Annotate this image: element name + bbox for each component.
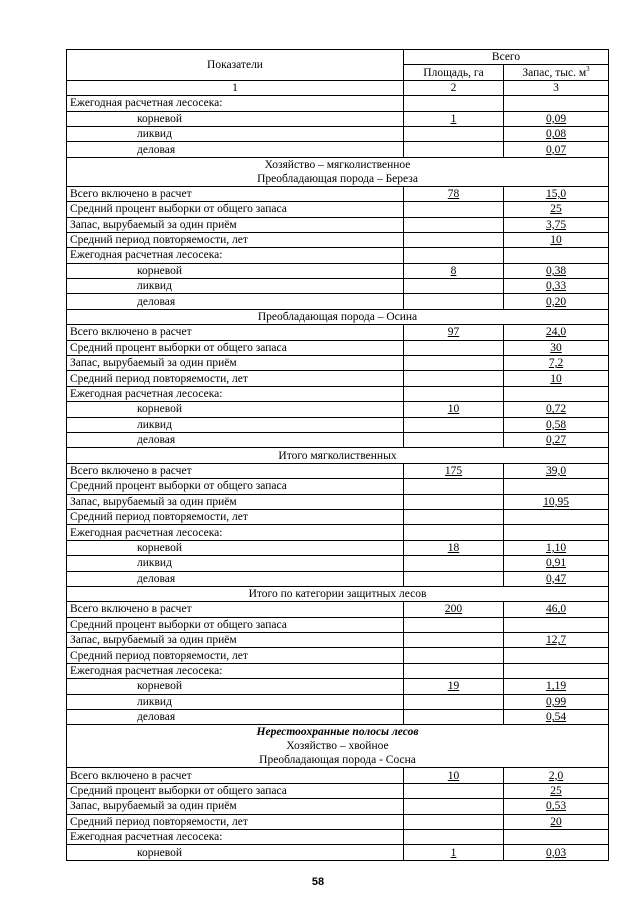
row-label: корневой	[67, 845, 404, 860]
row-label: Средний процент выборки от общего запаса	[67, 617, 404, 632]
stock-value: 46,0	[504, 602, 609, 617]
stock-value: 0,07	[504, 142, 609, 157]
row-label: деловая	[67, 142, 404, 157]
row-label: Ежегодная расчетная лесосека:	[67, 96, 404, 111]
stock-value	[504, 479, 609, 494]
section-heading-line: Итого мягколиственных	[278, 449, 397, 462]
table-row	[67, 783, 609, 798]
area-value	[404, 783, 504, 798]
area-value	[404, 417, 504, 432]
section-heading-line: Хозяйство – хвойное	[286, 740, 389, 753]
row-label: Средний процент выборки от общего запаса	[67, 340, 404, 355]
data-table	[66, 49, 609, 861]
table-row	[67, 710, 609, 725]
section-heading-row	[67, 157, 609, 186]
stock-value	[504, 617, 609, 632]
table-row	[67, 509, 609, 524]
stock-value: 25	[504, 783, 609, 798]
area-value	[404, 710, 504, 725]
table-row	[67, 111, 609, 126]
section-heading-line: Преобладающая порода – Осина	[257, 311, 418, 324]
row-label: Средний период повторяемости, лет	[67, 232, 404, 247]
header-area: Площадь, га	[404, 65, 504, 80]
stock-value: 0,38	[504, 263, 609, 278]
stock-value: 0,20	[504, 294, 609, 309]
table-row	[67, 325, 609, 340]
stock-value: 39,0	[504, 463, 609, 478]
area-value	[404, 829, 504, 844]
area-value	[404, 556, 504, 571]
stock-value: 0,72	[504, 402, 609, 417]
table-row	[67, 463, 609, 478]
stock-value: 0,53	[504, 799, 609, 814]
section-heading-row	[67, 725, 609, 768]
table-row	[67, 829, 609, 844]
area-value	[404, 799, 504, 814]
area-value	[404, 202, 504, 217]
table-row	[67, 202, 609, 217]
row-label: Средний период повторяемости, лет	[67, 648, 404, 663]
row-label: Запас, вырубаемый за один приём	[67, 356, 404, 371]
header-num-3: 3	[504, 80, 609, 95]
table-row	[67, 217, 609, 232]
table-row	[67, 294, 609, 309]
row-label: Средний период повторяемости, лет	[67, 509, 404, 524]
table-row	[67, 186, 609, 201]
table-row	[67, 768, 609, 783]
area-value	[404, 633, 504, 648]
table-row	[67, 648, 609, 663]
section-heading	[67, 448, 609, 463]
stock-value: 10,95	[504, 494, 609, 509]
area-value	[404, 814, 504, 829]
table-row	[67, 556, 609, 571]
row-label: Запас, вырубаемый за один приём	[67, 494, 404, 509]
table-row	[67, 232, 609, 247]
area-value	[404, 479, 504, 494]
row-label: Запас, вырубаемый за один приём	[67, 217, 404, 232]
table-row	[67, 633, 609, 648]
area-value	[404, 340, 504, 355]
stock-value	[504, 509, 609, 524]
section-heading-line: Нерестоохранные полосы лесов	[256, 726, 419, 739]
row-label: Ежегодная расчетная лесосека:	[67, 829, 404, 844]
stock-value: 12,7	[504, 633, 609, 648]
section-heading-line: Итого по категории защитных лесов	[248, 588, 427, 601]
header-stock-label: Запас, тыс. м	[522, 66, 587, 79]
area-value	[404, 248, 504, 263]
row-label: Средний процент выборки от общего запаса	[67, 479, 404, 494]
area-value: 78	[404, 186, 504, 201]
table-row	[67, 371, 609, 386]
row-label: Всего включено в расчет	[67, 186, 404, 201]
table-row	[67, 663, 609, 678]
header-total: Всего	[404, 50, 609, 65]
stock-value: 0,47	[504, 571, 609, 586]
table-row	[67, 402, 609, 417]
stock-value: 10	[504, 232, 609, 247]
table-row	[67, 386, 609, 401]
stock-value	[504, 663, 609, 678]
row-label: ликвид	[67, 694, 404, 709]
stock-value: 0,91	[504, 556, 609, 571]
area-value	[404, 494, 504, 509]
area-value: 1	[404, 845, 504, 860]
row-label: ликвид	[67, 556, 404, 571]
section-heading-row	[67, 309, 609, 324]
area-value	[404, 217, 504, 232]
row-label: Средний период повторяемости, лет	[67, 814, 404, 829]
row-label: Всего включено в расчет	[67, 768, 404, 783]
table-row	[67, 432, 609, 447]
area-value	[404, 525, 504, 540]
area-value	[404, 663, 504, 678]
page-number: 58	[311, 876, 325, 888]
header-stock-sup: 3	[586, 64, 590, 73]
area-value	[404, 694, 504, 709]
stock-value	[504, 96, 609, 111]
stock-value	[504, 386, 609, 401]
row-label: корневой	[67, 402, 404, 417]
stock-value: 0,58	[504, 417, 609, 432]
stock-value: 30	[504, 340, 609, 355]
row-label: деловая	[67, 710, 404, 725]
stock-value: 1,10	[504, 540, 609, 555]
row-label: Запас, вырубаемый за один приём	[67, 799, 404, 814]
table-row	[67, 340, 609, 355]
stock-value	[504, 648, 609, 663]
table-row	[67, 479, 609, 494]
row-label: ликвид	[67, 279, 404, 294]
table-row	[67, 799, 609, 814]
stock-value: 0,08	[504, 126, 609, 141]
row-label: Средний период повторяемости, лет	[67, 371, 404, 386]
stock-value: 0,03	[504, 845, 609, 860]
area-value	[404, 232, 504, 247]
area-value: 19	[404, 679, 504, 694]
table-row	[67, 96, 609, 111]
stock-value: 0,99	[504, 694, 609, 709]
header-indicators: Показатели	[67, 50, 404, 81]
table-row	[67, 356, 609, 371]
header-num-2: 2	[404, 80, 504, 95]
row-label: Всего включено в расчет	[67, 463, 404, 478]
stock-value: 0,27	[504, 432, 609, 447]
section-heading-line: Преобладающая порода – Береза	[257, 172, 418, 185]
row-label: деловая	[67, 432, 404, 447]
area-value	[404, 279, 504, 294]
table-row	[67, 279, 609, 294]
table-row	[67, 694, 609, 709]
section-heading-row	[67, 448, 609, 463]
stock-value: 25	[504, 202, 609, 217]
section-heading-row	[67, 586, 609, 601]
section-heading-line: Хозяйство – мягколиственное	[264, 158, 411, 171]
row-label: Ежегодная расчетная лесосека:	[67, 386, 404, 401]
area-value: 10	[404, 402, 504, 417]
row-label: корневой	[67, 679, 404, 694]
table-row	[67, 263, 609, 278]
section-heading	[67, 309, 609, 324]
section-heading	[67, 725, 609, 768]
table-row	[67, 494, 609, 509]
header-numbers-row	[67, 80, 609, 95]
area-value	[404, 142, 504, 157]
row-label: корневой	[67, 540, 404, 555]
section-heading	[67, 586, 609, 601]
table-row	[67, 126, 609, 141]
stock-value: 20	[504, 814, 609, 829]
area-value	[404, 356, 504, 371]
stock-value: 2,0	[504, 768, 609, 783]
header-num-1: 1	[67, 80, 404, 95]
table-row	[67, 571, 609, 586]
row-label: ликвид	[67, 126, 404, 141]
stock-value: 10	[504, 371, 609, 386]
table-row	[67, 679, 609, 694]
area-value	[404, 509, 504, 524]
row-label: Ежегодная расчетная лесосека:	[67, 525, 404, 540]
section-heading	[67, 157, 609, 186]
table-row	[67, 602, 609, 617]
section-heading-line: Преобладающая порода - Сосна	[259, 754, 416, 767]
area-value: 8	[404, 263, 504, 278]
row-label: Всего включено в расчет	[67, 325, 404, 340]
table-row	[67, 814, 609, 829]
stock-value	[504, 525, 609, 540]
area-value	[404, 617, 504, 632]
table-row	[67, 540, 609, 555]
row-label: деловая	[67, 294, 404, 309]
header-stock	[504, 65, 609, 80]
stock-value: 7,2	[504, 356, 609, 371]
row-label: деловая	[67, 571, 404, 586]
row-label: Средний процент выборки от общего запаса	[67, 783, 404, 798]
table-row	[67, 417, 609, 432]
area-value	[404, 294, 504, 309]
stock-value: 0,09	[504, 111, 609, 126]
table-row	[67, 845, 609, 860]
stock-value: 0,33	[504, 279, 609, 294]
stock-value: 1,19	[504, 679, 609, 694]
table-body	[67, 96, 609, 861]
area-value	[404, 571, 504, 586]
header-row-1	[67, 50, 609, 65]
table-row	[67, 617, 609, 632]
stock-value	[504, 248, 609, 263]
row-label: Ежегодная расчетная лесосека:	[67, 248, 404, 263]
area-value	[404, 432, 504, 447]
row-label: Запас, вырубаемый за один приём	[67, 633, 404, 648]
table-row	[67, 142, 609, 157]
table-row	[67, 525, 609, 540]
row-label: Ежегодная расчетная лесосека:	[67, 663, 404, 678]
area-value	[404, 371, 504, 386]
row-label: ликвид	[67, 417, 404, 432]
row-label: корневой	[67, 263, 404, 278]
stock-value	[504, 829, 609, 844]
area-value: 18	[404, 540, 504, 555]
row-label: Всего включено в расчет	[67, 602, 404, 617]
area-value	[404, 648, 504, 663]
area-value: 200	[404, 602, 504, 617]
row-label: корневой	[67, 111, 404, 126]
table-row	[67, 248, 609, 263]
stock-value: 15,0	[504, 186, 609, 201]
area-value: 97	[404, 325, 504, 340]
row-label: Средний процент выборки от общего запаса	[67, 202, 404, 217]
area-value	[404, 126, 504, 141]
area-value	[404, 96, 504, 111]
area-value: 175	[404, 463, 504, 478]
area-value: 1	[404, 111, 504, 126]
area-value	[404, 386, 504, 401]
stock-value: 0,54	[504, 710, 609, 725]
stock-value: 24,0	[504, 325, 609, 340]
area-value: 10	[404, 768, 504, 783]
stock-value: 3,75	[504, 217, 609, 232]
